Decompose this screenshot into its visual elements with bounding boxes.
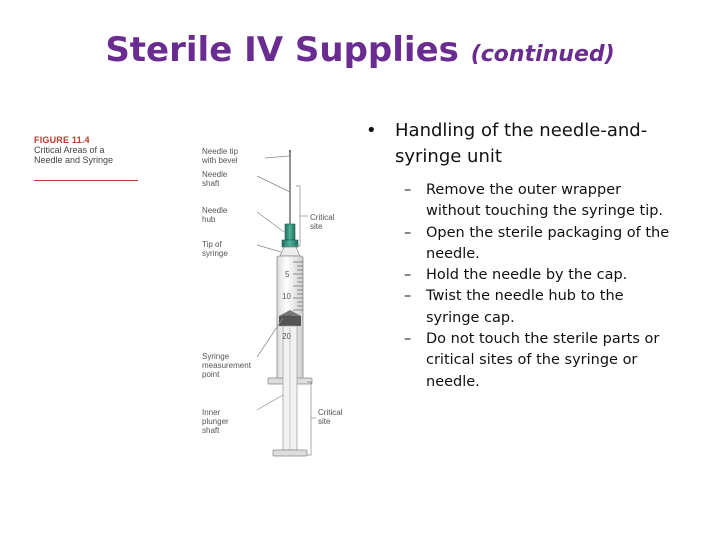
- callout-plunger-shaft: Inner plunger shaft: [202, 408, 229, 435]
- needle-hub-base: [282, 240, 298, 247]
- bullet-marker: •: [366, 120, 377, 141]
- scale-label: 5: [285, 270, 290, 279]
- callout-syringe-tip: Tip of syringe: [202, 240, 228, 258]
- sub-bullet-item: [364, 286, 684, 329]
- title-subtitle: (continued): [470, 42, 615, 67]
- sub-bullet-list: [364, 180, 684, 393]
- sub-bullet-item: [364, 329, 684, 393]
- sub-bullet-text: Do not touch the sterile parts or critical sites of the syringe or needle.: [426, 331, 660, 390]
- sub-bullet-marker: –: [404, 224, 412, 241]
- sub-bullet-marker: –: [404, 182, 412, 198]
- bullet-text: Handling of the needle-and-syringe unit: [395, 120, 648, 167]
- sub-bullet-item: [364, 223, 684, 266]
- callout-needle-shaft: Needle shaft: [202, 170, 228, 188]
- sub-bullet-text: Hold the needle by the cap.: [426, 267, 628, 284]
- callout-needle-hub: Needle hub: [202, 206, 228, 224]
- callout-measurement-point: Syringe measurement point: [202, 352, 251, 379]
- scale-label: 15: [282, 314, 291, 323]
- sub-bullet-item: [364, 265, 684, 286]
- callout-critical-site-lower: Critical site: [318, 408, 343, 426]
- callout-critical-site-upper: Critical site: [310, 213, 335, 231]
- callout-needle-tip: Needle tip with bevel: [202, 147, 239, 165]
- sub-bullet-item: [364, 180, 684, 223]
- sub-bullet-text: Twist the needle hub to the syringe cap.: [426, 288, 624, 326]
- figure-number: FIGURE 11.4: [34, 135, 90, 145]
- scale-label: 20: [282, 332, 291, 341]
- bullet-item: [364, 118, 684, 170]
- syringe-tip: [280, 247, 300, 256]
- sub-bullet-marker: –: [404, 288, 412, 305]
- scale-label: 10: [282, 292, 291, 301]
- figure-caption-line: Critical Areas of a: [34, 145, 105, 155]
- sub-bullet-marker: –: [404, 267, 412, 284]
- sub-bullet-marker: –: [404, 331, 412, 348]
- figure-caption-line: Needle and Syringe: [34, 155, 114, 165]
- sub-bullet-text: Open the sterile packaging of the needle.: [426, 224, 670, 262]
- bullet-list: [364, 118, 684, 393]
- title-main: Sterile IV Supplies: [105, 30, 459, 70]
- needle-hub: [285, 224, 295, 240]
- plunger-thumb-press: [273, 450, 307, 456]
- sub-bullet-text: Remove the outer wrapper without touching the syringe tip.: [426, 182, 664, 220]
